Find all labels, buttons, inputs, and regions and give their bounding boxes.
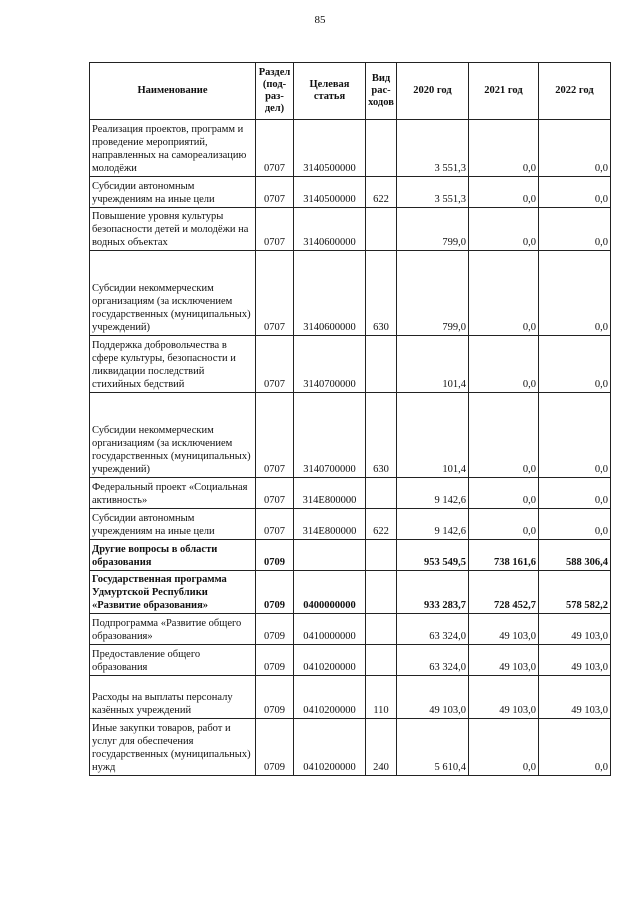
row-2022: 0,0 <box>539 177 611 208</box>
row-section: 0709 <box>256 676 294 719</box>
row-type: 110 <box>366 676 397 719</box>
row-2022: 49 103,0 <box>539 614 611 645</box>
table-row <box>90 676 611 719</box>
row-name: Иные закупки товаров, работ и услуг для обеспечения государственных (муниципальных) нужд <box>90 719 256 776</box>
row-2022: 0,0 <box>539 208 611 251</box>
row-section: 0707 <box>256 120 294 177</box>
row-name: Федеральный проект «Социальная активность» <box>90 478 256 509</box>
row-name: Субсидии автономным учреждениям на иные цели <box>90 177 256 208</box>
table-row <box>90 540 611 571</box>
header-2022: 2022 год <box>539 63 611 120</box>
row-type <box>366 645 397 676</box>
row-name: Предоставление общего образования <box>90 645 256 676</box>
table-row <box>90 645 611 676</box>
row-name: Поддержка добровольчества в сфере культуры, безопасности и ликвидации последствий стихийных бедствий <box>90 336 256 393</box>
row-name: Субсидии некоммерческим организациям (за исключением государственных (муниципальных) учреждений) <box>90 393 256 478</box>
row-target: 3140700000 <box>294 336 366 393</box>
row-2022: 588 306,4 <box>539 540 611 571</box>
row-2022: 0,0 <box>539 478 611 509</box>
row-2020: 933 283,7 <box>397 571 469 614</box>
row-section: 0709 <box>256 719 294 776</box>
row-2022: 0,0 <box>539 393 611 478</box>
row-target: 0410200000 <box>294 676 366 719</box>
row-target: 3140600000 <box>294 208 366 251</box>
row-name: Повышение уровня культуры безопасности детей и молодёжи на водных объектах <box>90 208 256 251</box>
row-2020: 5 610,4 <box>397 719 469 776</box>
row-2020: 953 549,5 <box>397 540 469 571</box>
row-section: 0709 <box>256 645 294 676</box>
row-type: 630 <box>366 251 397 336</box>
row-2021: 0,0 <box>469 478 539 509</box>
row-2021: 0,0 <box>469 509 539 540</box>
row-section: 0707 <box>256 393 294 478</box>
row-section: 0709 <box>256 540 294 571</box>
row-name: Государственная программа Удмуртской Республики «Развитие образования» <box>90 571 256 614</box>
row-section: 0707 <box>256 251 294 336</box>
row-2021: 0,0 <box>469 208 539 251</box>
row-name: Субсидии автономным учреждениям на иные цели <box>90 509 256 540</box>
row-2022: 578 582,2 <box>539 571 611 614</box>
row-2020: 3 551,3 <box>397 177 469 208</box>
row-target: 0410200000 <box>294 719 366 776</box>
row-type <box>366 478 397 509</box>
row-2020: 63 324,0 <box>397 645 469 676</box>
row-target: 3140600000 <box>294 251 366 336</box>
table-row <box>90 177 611 208</box>
row-section: 0707 <box>256 177 294 208</box>
table-row <box>90 509 611 540</box>
row-section: 0707 <box>256 336 294 393</box>
row-target: 0400000000 <box>294 571 366 614</box>
row-type: 622 <box>366 177 397 208</box>
row-2022: 0,0 <box>539 251 611 336</box>
header-type: Вид рас-ходов <box>366 63 397 120</box>
row-2022: 49 103,0 <box>539 645 611 676</box>
row-type <box>366 120 397 177</box>
row-2020: 799,0 <box>397 251 469 336</box>
row-section: 0707 <box>256 509 294 540</box>
row-name: Подпрограмма «Развитие общего образования» <box>90 614 256 645</box>
header-name: Наименование <box>90 63 256 120</box>
row-2021: 0,0 <box>469 719 539 776</box>
row-2021: 49 103,0 <box>469 676 539 719</box>
row-2021: 0,0 <box>469 393 539 478</box>
row-2021: 0,0 <box>469 336 539 393</box>
row-type <box>366 208 397 251</box>
row-2021: 728 452,7 <box>469 571 539 614</box>
row-type <box>366 571 397 614</box>
row-type: 240 <box>366 719 397 776</box>
table-row <box>90 120 611 177</box>
row-target: 3140500000 <box>294 120 366 177</box>
row-2021: 49 103,0 <box>469 614 539 645</box>
row-2020: 3 551,3 <box>397 120 469 177</box>
row-2022: 0,0 <box>539 719 611 776</box>
row-type <box>366 614 397 645</box>
header-target: Целевая статья <box>294 63 366 120</box>
row-2021: 0,0 <box>469 177 539 208</box>
row-2021: 0,0 <box>469 251 539 336</box>
row-2020: 101,4 <box>397 393 469 478</box>
row-target: 314E800000 <box>294 478 366 509</box>
row-2021: 738 161,6 <box>469 540 539 571</box>
row-2022: 0,0 <box>539 336 611 393</box>
table-header-row <box>90 63 611 120</box>
row-2020: 9 142,6 <box>397 509 469 540</box>
row-type <box>366 336 397 393</box>
budget-table <box>89 62 611 776</box>
row-target: 0410000000 <box>294 614 366 645</box>
row-name: Субсидии некоммерческим организациям (за исключением государственных (муниципальных) учреждений) <box>90 251 256 336</box>
table-row <box>90 614 611 645</box>
page-number: 85 <box>314 14 326 26</box>
row-section: 0709 <box>256 614 294 645</box>
row-2022: 49 103,0 <box>539 676 611 719</box>
row-name: Расходы на выплаты персоналу казённых учреждений <box>90 676 256 719</box>
row-2020: 49 103,0 <box>397 676 469 719</box>
row-2020: 799,0 <box>397 208 469 251</box>
row-section: 0707 <box>256 478 294 509</box>
table-row <box>90 478 611 509</box>
row-section: 0707 <box>256 208 294 251</box>
row-name: Другие вопросы в области образования <box>90 540 256 571</box>
row-2021: 0,0 <box>469 120 539 177</box>
row-type <box>366 540 397 571</box>
row-2022: 0,0 <box>539 120 611 177</box>
row-target: 314E800000 <box>294 509 366 540</box>
row-2020: 101,4 <box>397 336 469 393</box>
row-target: 3140700000 <box>294 393 366 478</box>
table-row <box>90 208 611 251</box>
row-target <box>294 540 366 571</box>
row-2020: 63 324,0 <box>397 614 469 645</box>
row-target: 0410200000 <box>294 645 366 676</box>
header-section: Раздел (под-раз-дел) <box>256 63 294 120</box>
row-2022: 0,0 <box>539 509 611 540</box>
row-type: 622 <box>366 509 397 540</box>
header-2020: 2020 год <box>397 63 469 120</box>
row-type: 630 <box>366 393 397 478</box>
table-row <box>90 571 611 614</box>
table-row <box>90 393 611 478</box>
row-target: 3140500000 <box>294 177 366 208</box>
table-row <box>90 719 611 776</box>
table-row <box>90 336 611 393</box>
row-2021: 49 103,0 <box>469 645 539 676</box>
row-section: 0709 <box>256 571 294 614</box>
row-2020: 9 142,6 <box>397 478 469 509</box>
row-name: Реализация проектов, программ и проведение мероприятий, направленных на самореализацию молодёжи <box>90 120 256 177</box>
header-2021: 2021 год <box>469 63 539 120</box>
table-row <box>90 251 611 336</box>
